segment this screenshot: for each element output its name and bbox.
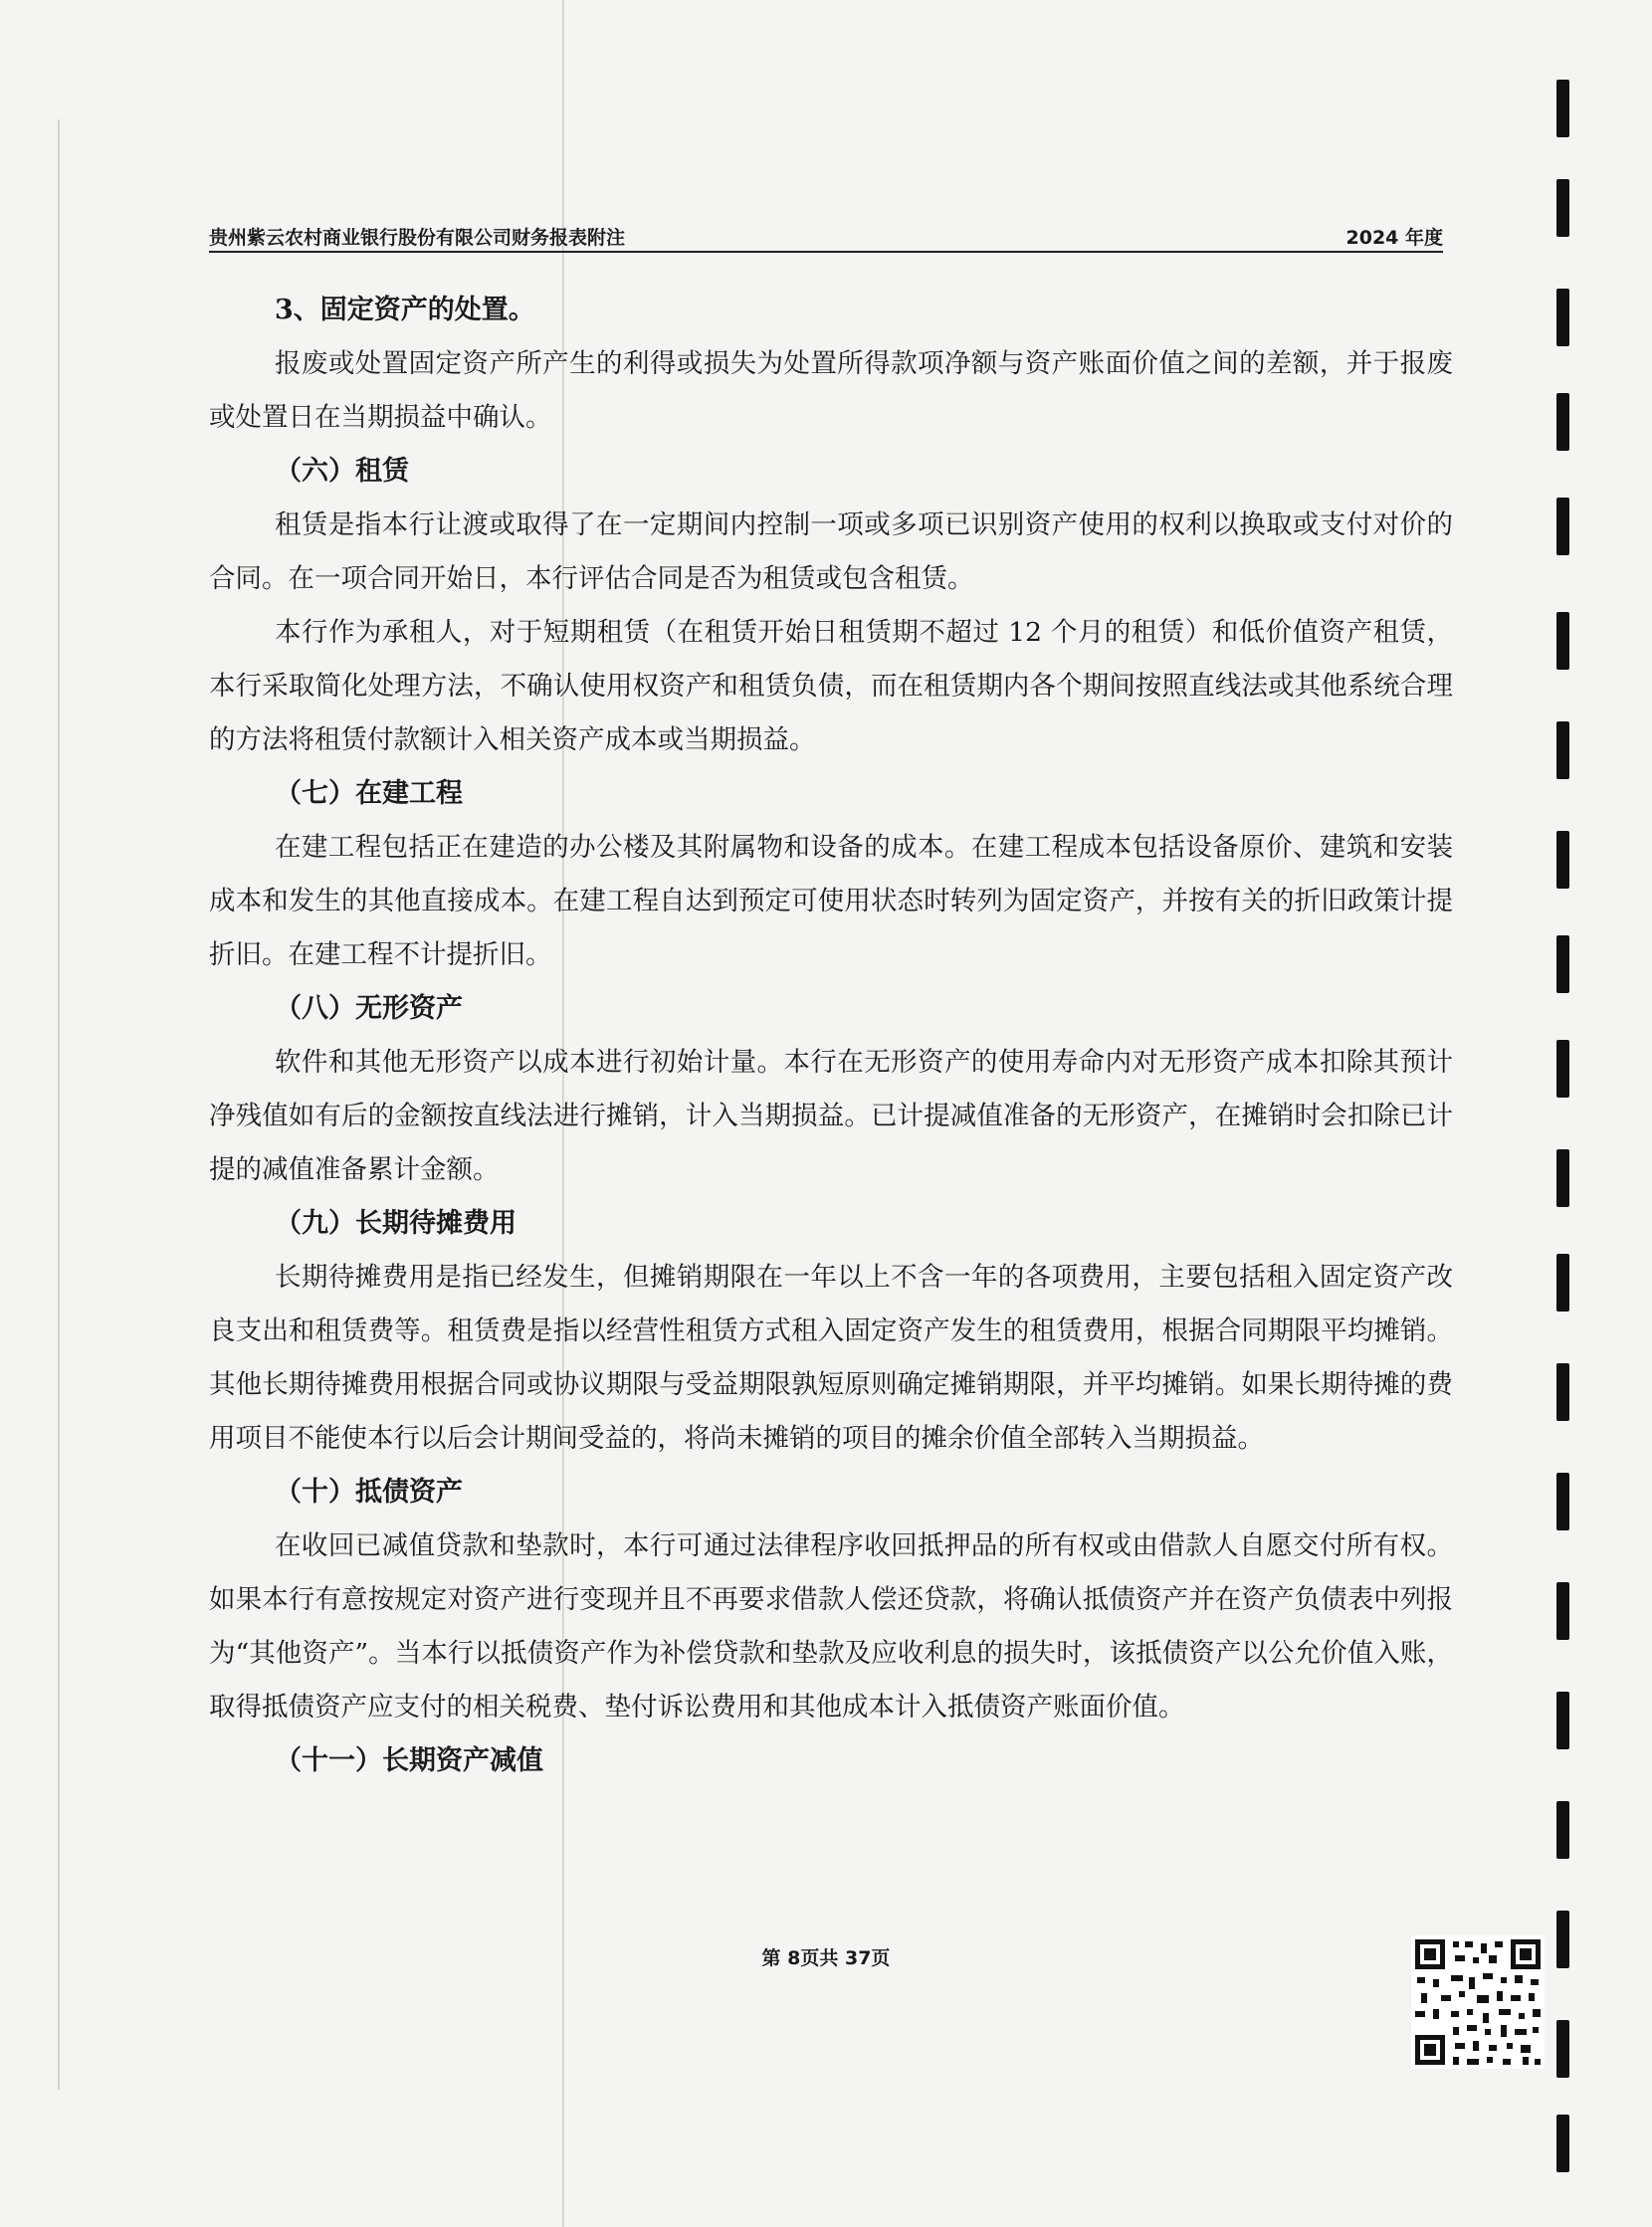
paragraph: 在收回已减值贷款和垫款时，本行可通过法律程序收回抵押品的所有权或由借款人自愿交付所有权。如果本行有意按规定对资产进行变现并且不再要求借款人偿还贷款，将确认抵债资产并在资产负债表中列报为“其他资产”。当本行以抵债资产作为补偿贷款和垫款及应收利息的损失时，该抵债资产以公允价值入账，取得抵债资产应支付的相关税费、垫付诉讼费用和其他成本计入抵债资产账面价值。 (209, 1530, 1453, 1722)
section-heading: （九）长期待摊费用 (275, 1208, 516, 1239)
paragraph: 软件和其他无形资产以成本进行初始计量。本行在无形资产的使用寿命内对无形资产成本扣除其预计净残值如有后的金额按直线法进行摊销，计入当期损益。已计提减值准备的无形资产，在摊销时会扣除已计提的减值准备累计金额。 (209, 1047, 1453, 1185)
paragraph: 租赁是指本行让渡或取得了在一定期间内控制一项或多项已识别资产使用的权利以换取或支付对价的合同。在一项合同开始日，本行评估合同是否为租赁或包含租赁。 (209, 509, 1453, 594)
header-year: 2024 年度 (1345, 227, 1443, 249)
qr-code-icon (1411, 1935, 1545, 2069)
scan-left-edge (58, 119, 60, 2090)
paragraph: 在建工程包括正在建造的办公楼及其附属物和设备的成本。在建工程成本包括设备原价、建筑和安装成本和发生的其他直接成本。在建工程自达到预定可使用状态时转列为固定资产，并按有关的折旧政策计提折旧。在建工程不计提折旧。 (209, 832, 1453, 970)
binding-marks (1550, 60, 1580, 2169)
section-heading: （八）无形资产 (275, 993, 463, 1024)
page-number: 第 8页共 37页 (761, 1947, 891, 1969)
section-heading: （十一）长期资产减值 (275, 1745, 543, 1776)
header-title: 贵州紫云农村商业银行股份有限公司财务报表附注 (209, 227, 626, 249)
document-body (209, 284, 1453, 1788)
paragraph: 长期待摊费用是指已经发生，但摊销期限在一年以上不含一年的各项费用，主要包括租入固定资产改良支出和租赁费等。租赁费是指以经营性租赁方式租入固定资产发生的租赁费用，根据合同期限平均摊销。其他长期待摊费用根据合同或协议期限与受益期限孰短原则确定摊销期限，并平均摊销。如果长期待摊的费用项目不能使本行以后会计期间受益的，将尚未摊销的项目的摊余价值全部转入当期损益。 (209, 1262, 1453, 1454)
section-heading: （七）在建工程 (275, 778, 463, 809)
section-heading: 3、固定资产的处置。 (275, 295, 535, 325)
paragraph: 报废或处置固定资产所产生的利得或损失为处置所得款项净额与资产账面价值之间的差额，并于报废或处置日在当期损益中确认。 (209, 348, 1453, 433)
section-heading: （十）抵债资产 (275, 1477, 463, 1508)
section-heading: （六）租赁 (275, 456, 409, 487)
paragraph: 本行作为承租人，对于短期租赁（在租赁开始日租赁期不超过 12 个月的租赁）和低价值资产租赁，本行采取简化处理方法，不确认使用权资产和租赁负债，而在租赁期内各个期间按照直线法或其他系统合理的方法将租赁付款额计入相关资产成本或当期损益。 (209, 617, 1453, 755)
page-header (209, 221, 1443, 253)
